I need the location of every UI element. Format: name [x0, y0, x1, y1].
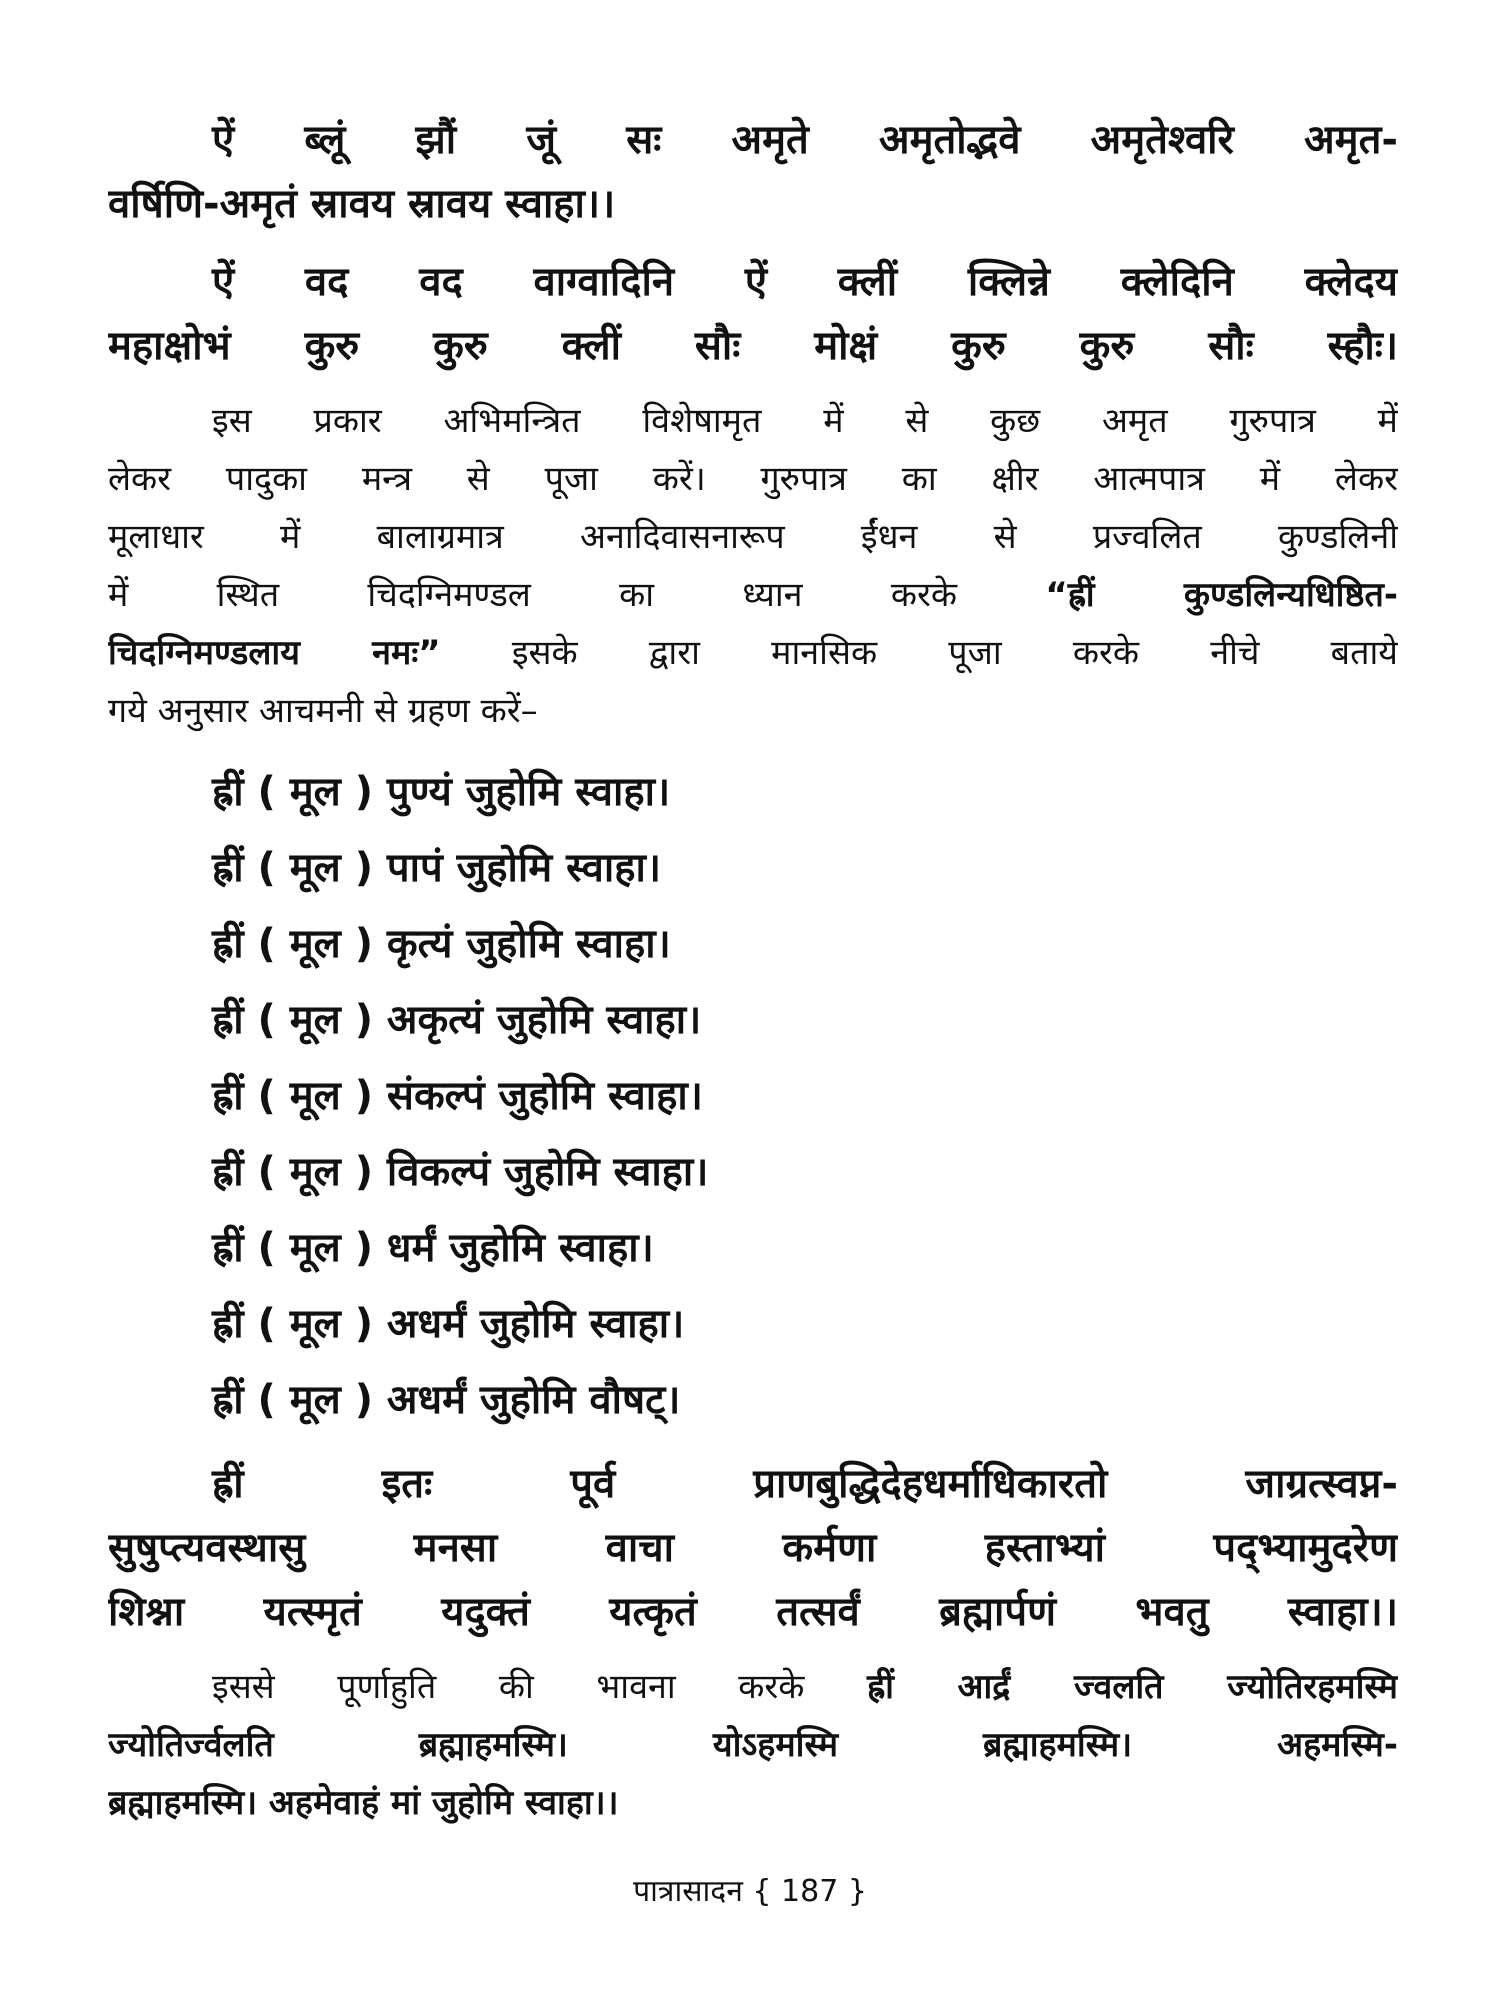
paragraph-text: में स्थित चिदग्निमण्डल का ध्यान करके — [108, 575, 958, 615]
page-footer — [0, 1872, 1500, 1912]
paragraph-text: इसके द्वारा मानसिक पूजा करके नीचे बताये — [511, 633, 1398, 673]
mantra-line: ऐं ब्लूं झौं जूं सः अमृते अमृतोद्भवे अमृतेश्वरि अमृत- — [212, 117, 1398, 163]
offering-item: ह्रीं ( मूल ) कृत्यं जुहोमि स्वाहा। — [212, 921, 671, 967]
paragraph-1 — [108, 392, 1398, 740]
mantra-inline: ह्रीं आर्द्रं ज्वलति ज्योतिरहमस्मि — [867, 1667, 1398, 1707]
mantra-block-1 — [108, 108, 1398, 236]
mantra-inline: चिदग्निमण्डलाय नमः” — [108, 633, 441, 673]
mantra-block-3 — [108, 1452, 1398, 1644]
mantra-line: ह्रीं इतः पूर्व प्राणबुद्धिदेहधर्माधिकारतो जाग्रत्स्वप्न- — [212, 1461, 1398, 1507]
offering-item: ह्रीं ( मूल ) अधर्मं जुहोमि वौषट्। — [212, 1377, 681, 1423]
offering-list — [108, 754, 1398, 1438]
mantra-inline: “ह्रीं कुण्डलिन्यधिष्ठित- — [1045, 575, 1398, 615]
paragraph-line: ब्रह्माहमस्मि। अहमेवाहं मां जुहोमि स्वाहा।। — [108, 1783, 619, 1823]
offering-item: ह्रीं ( मूल ) अधर्मं जुहोमि स्वाहा। — [212, 1301, 685, 1347]
offering-item: ह्रीं ( मूल ) पुण्यं जुहोमि स्वाहा। — [212, 769, 671, 815]
paragraph-line: ज्योतिर्ज्वलति ब्रह्माहमस्मि। योऽहमस्मि ब्रह्माहमस्मि। अहमस्मि- — [108, 1725, 1398, 1765]
page-number: { 187 } — [752, 1874, 867, 1909]
mantra-line: शिश्ना यत्स्मृतं यदुक्तं यत्कृतं तत्सर्वं ब्रह्मार्पणं भवतु स्वाहा।। — [108, 1589, 1398, 1635]
mantra-block-2 — [108, 250, 1398, 378]
paragraph-line: मूलाधार में बालाग्रमात्र अनादिवासनारूप ईंधन से प्रज्वलित कुण्डलिनी — [108, 517, 1398, 557]
mantra-line: ऐं वद वद वाग्वादिनि ऐं क्लीं क्लिन्ने क्लेदिनि क्लेदय — [212, 259, 1398, 305]
offering-item: ह्रीं ( मूल ) संकल्पं जुहोमि स्वाहा। — [212, 1073, 703, 1119]
page-content — [108, 108, 1398, 1958]
paragraph-line — [108, 624, 1398, 682]
paragraph-line: गये अनुसार आचमनी से ग्रहण करें– — [108, 691, 538, 731]
paragraph-2 — [108, 1658, 1398, 1832]
paragraph-line — [108, 566, 1398, 624]
offering-item: ह्रीं ( मूल ) अकृत्यं जुहोमि स्वाहा। — [212, 997, 702, 1043]
mantra-line: महाक्षोभं कुरु कुरु क्लीं सौः मोक्षं कुरु कुरु सौः स्हौः। — [108, 323, 1398, 369]
mantra-line: सुषुप्त्यवस्थासु मनसा वाचा कर्मणा हस्ताभ्यां पद्भ्यामुदरेण — [108, 1525, 1398, 1571]
offering-item: ह्रीं ( मूल ) विकल्पं जुहोमि स्वाहा। — [212, 1149, 709, 1195]
paragraph-line — [108, 1658, 1398, 1716]
paragraph-line: इस प्रकार अभिमन्त्रित विशेषामृत में से कुछ अमृत गुरुपात्र में — [212, 401, 1398, 441]
offering-item: ह्रीं ( मूल ) पापं जुहोमि स्वाहा। — [212, 845, 662, 891]
offering-item: ह्रीं ( मूल ) धर्मं जुहोमि स्वाहा। — [212, 1225, 654, 1271]
mantra-line: वर्षिणि-अमृतं स्रावय स्रावय स्वाहा।। — [108, 181, 616, 227]
paragraph-text: इससे पूर्णाहुति की भावना करके — [212, 1667, 805, 1707]
chapter-name: पात्रासादन — [633, 1874, 743, 1909]
paragraph-line: लेकर पादुका मन्त्र से पूजा करें। गुरुपात्र का क्षीर आत्मपात्र में लेकर — [108, 459, 1398, 499]
